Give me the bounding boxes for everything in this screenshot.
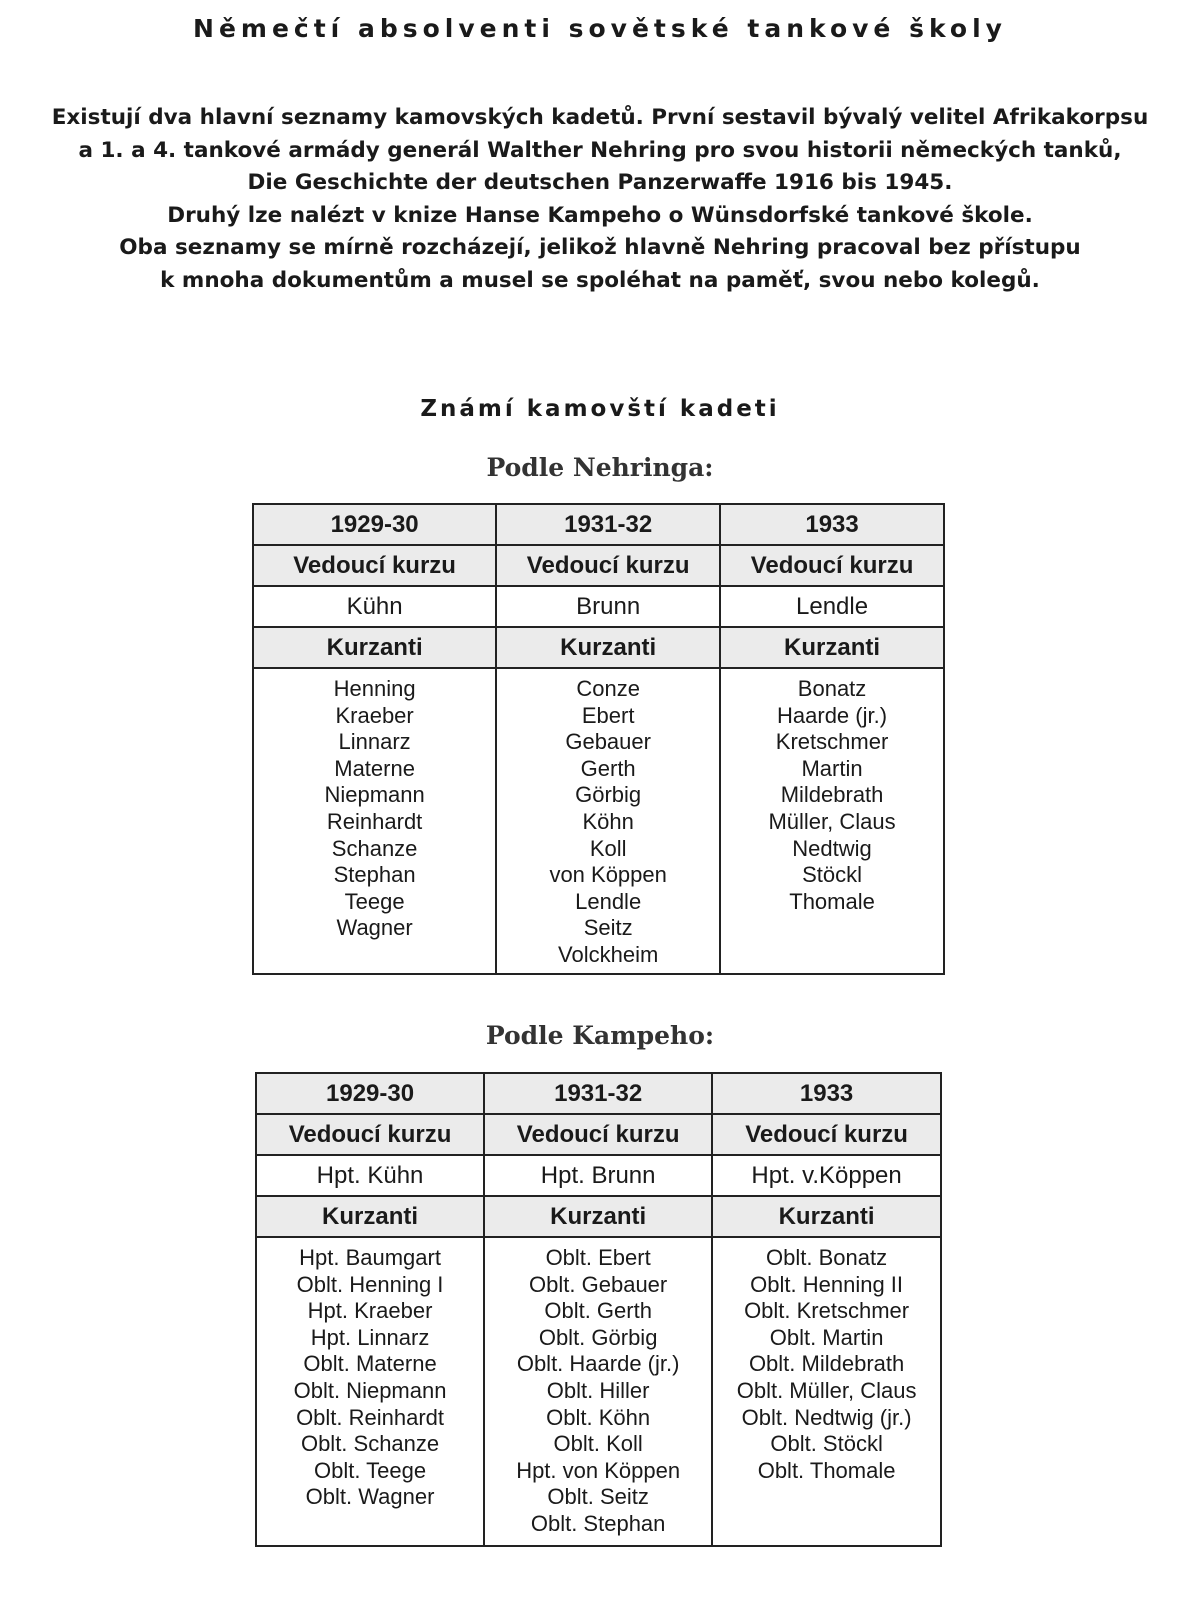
cadet-name: Seitz (583, 915, 633, 941)
cadet-name: Mildebrath (780, 782, 884, 808)
cadet-name: Niepmann (324, 782, 425, 808)
table-row-years (256, 1073, 941, 1114)
students-label: Kurzanti (253, 627, 496, 668)
cadet-name: Oblt. Niepmann (293, 1377, 447, 1403)
cadet-name: Koll (589, 835, 627, 861)
cadet-name: Oblt. Schanze (300, 1431, 440, 1457)
cadet-name: Hpt. von Köppen (516, 1457, 681, 1483)
intro-line: Druhý lze nalézt v knize Hanse Kampeho o Wünsdorfské tankové škole. (167, 202, 1033, 228)
cadet-name: Oblt. Köhn (546, 1404, 651, 1430)
students-list (484, 1237, 712, 1546)
cadet-name: Ebert (581, 702, 635, 728)
cadet-name: Köhn (582, 808, 634, 834)
students-label: Kurzanti (496, 627, 720, 668)
cadet-name: Schanze (331, 835, 418, 861)
cadet-name: Oblt. Hiller (546, 1377, 650, 1403)
intro-line: Die Geschichte der deutschen Panzerwaffe 1916 bis 1945. (247, 170, 953, 195)
intro-line: Oba seznamy se mírně rozcházejí, jelikož hlavně Nehring pracoval bez přístupu (119, 235, 1081, 260)
year-header: 1931-32 (496, 504, 720, 545)
table-row-students-label (256, 1196, 941, 1237)
table-row-years (253, 504, 944, 545)
cadet-name: Oblt. Thomale (757, 1457, 896, 1483)
table-caption-nehring: Podle Nehringa: (486, 453, 714, 482)
cadet-name: Kraeber (335, 702, 414, 728)
cadet-name: Oblt. Stöckl (770, 1431, 883, 1457)
students-label: Kurzanti (712, 1196, 941, 1237)
cadet-name: Henning (333, 676, 416, 701)
cadets-table-nehring (252, 503, 945, 975)
cadet-name: Oblt. Gerth (544, 1298, 652, 1324)
cadet-name: Volckheim (558, 941, 659, 967)
cadet-name: Oblt. Henning I (296, 1271, 444, 1297)
intro-paragraph (40, 102, 1160, 297)
leader-cell: Kühn (253, 586, 496, 627)
table-caption-kampe: Podle Kampeho: (485, 1021, 715, 1050)
cadet-name: Oblt. Bonatz (766, 1245, 888, 1270)
cadet-name: Reinhardt (326, 808, 423, 834)
cadet-name: Wagner (336, 915, 413, 941)
leader-label: Vedoucí kurzu (720, 545, 944, 586)
cadet-name: Müller, Claus (768, 808, 896, 834)
students-label: Kurzanti (256, 1196, 484, 1237)
leader-label: Vedoucí kurzu (484, 1114, 712, 1155)
cadet-name: Gebauer (565, 729, 651, 755)
leader-label: Vedoucí kurzu (253, 545, 496, 586)
cadet-name: Oblt. Mildebrath (748, 1351, 905, 1377)
leader-label: Vedoucí kurzu (256, 1114, 484, 1155)
cadet-name: Oblt. Reinhardt (296, 1404, 445, 1430)
cadet-name: Oblt. Stephan (530, 1510, 666, 1536)
cadet-name: Hpt. Baumgart (299, 1245, 441, 1270)
cadet-name: Linnarz (338, 729, 411, 755)
leader-label: Vedoucí kurzu (712, 1114, 941, 1155)
cadet-name: Oblt. Seitz (547, 1484, 649, 1510)
section-heading: Známí kamovští kadeti (420, 396, 780, 422)
cadet-name: Gerth (580, 755, 636, 781)
cadet-name: Oblt. Gebauer (529, 1271, 668, 1297)
cadet-name: Teege (344, 888, 405, 914)
cadet-name: Stephan (333, 862, 416, 888)
cadet-name: Materne (334, 755, 415, 781)
table-row-leaders (256, 1155, 941, 1196)
cadet-name: Lendle (575, 888, 642, 914)
cadet-name: Bonatz (797, 676, 867, 701)
students-list (496, 668, 720, 974)
year-header: 1931-32 (484, 1073, 712, 1114)
students-list (712, 1237, 941, 1546)
table-row-students (253, 668, 944, 974)
cadet-name: von Köppen (549, 862, 667, 888)
cadet-name: Oblt. Wagner (305, 1484, 435, 1510)
intro-line: Existují dva hlavní seznamy kamovských kadetů. První sestavil bývalý velitel Afrikakorpsu (51, 105, 1149, 130)
cadet-name: Oblt. Görbig (538, 1324, 658, 1350)
cadet-name: Martin (801, 755, 863, 781)
cadet-name: Hpt. Linnarz (310, 1324, 430, 1350)
year-header: 1929-30 (253, 504, 496, 545)
cadet-name: Oblt. Henning II (750, 1271, 904, 1297)
leader-label: Vedoucí kurzu (496, 545, 720, 586)
cadet-name: Oblt. Materne (303, 1351, 437, 1377)
table-row-leader-label (253, 545, 944, 586)
year-header: 1933 (712, 1073, 941, 1114)
students-label: Kurzanti (720, 627, 944, 668)
cadet-name: Stöckl (802, 862, 862, 888)
cadet-name: Nedtwig (792, 835, 872, 861)
cadet-name: Kretschmer (775, 729, 889, 755)
students-list (253, 668, 496, 974)
leader-cell: Brunn (496, 586, 720, 627)
cadet-name: Oblt. Koll (553, 1431, 643, 1457)
cadet-name: Haarde (jr.) (777, 702, 888, 728)
students-list (256, 1237, 484, 1546)
cadet-name: Oblt. Haarde (jr.) (516, 1351, 680, 1377)
table-row-leader-label (256, 1114, 941, 1155)
cadets-table-kampe (255, 1072, 942, 1547)
cadet-name: Oblt. Kretschmer (744, 1298, 910, 1324)
table-row-leaders (253, 586, 944, 627)
cadet-name: Oblt. Nedtwig (jr.) (741, 1404, 912, 1430)
cadet-name: Thomale (789, 888, 875, 914)
cadet-name: Oblt. Ebert (545, 1245, 651, 1270)
leader-cell: Hpt. Brunn (484, 1155, 712, 1196)
leader-cell: Hpt. Kühn (256, 1155, 484, 1196)
cadet-name: Conze (576, 676, 640, 701)
leader-cell: Hpt. v.Köppen (712, 1155, 941, 1196)
table-row-students (256, 1237, 941, 1546)
students-label: Kurzanti (484, 1196, 712, 1237)
year-header: 1933 (720, 504, 944, 545)
page-title: Němečtí absolventi sovětské tankové školy (193, 14, 1007, 43)
intro-line: a 1. a 4. tankové armády generál Walther Nehring pro svou historii německých tanků, (78, 137, 1122, 163)
cadet-name: Görbig (575, 782, 642, 808)
students-list (720, 668, 944, 974)
intro-line: k mnoha dokumentům a musel se spoléhat na paměť, svou nebo kolegů. (160, 267, 1040, 293)
cadet-name: Oblt. Teege (313, 1457, 427, 1483)
cadet-name: Oblt. Martin (769, 1324, 884, 1350)
year-header: 1929-30 (256, 1073, 484, 1114)
cadet-name: Hpt. Kraeber (307, 1298, 433, 1324)
cadet-name: Oblt. Müller, Claus (736, 1377, 917, 1403)
leader-cell: Lendle (720, 586, 944, 627)
table-row-students-label (253, 627, 944, 668)
